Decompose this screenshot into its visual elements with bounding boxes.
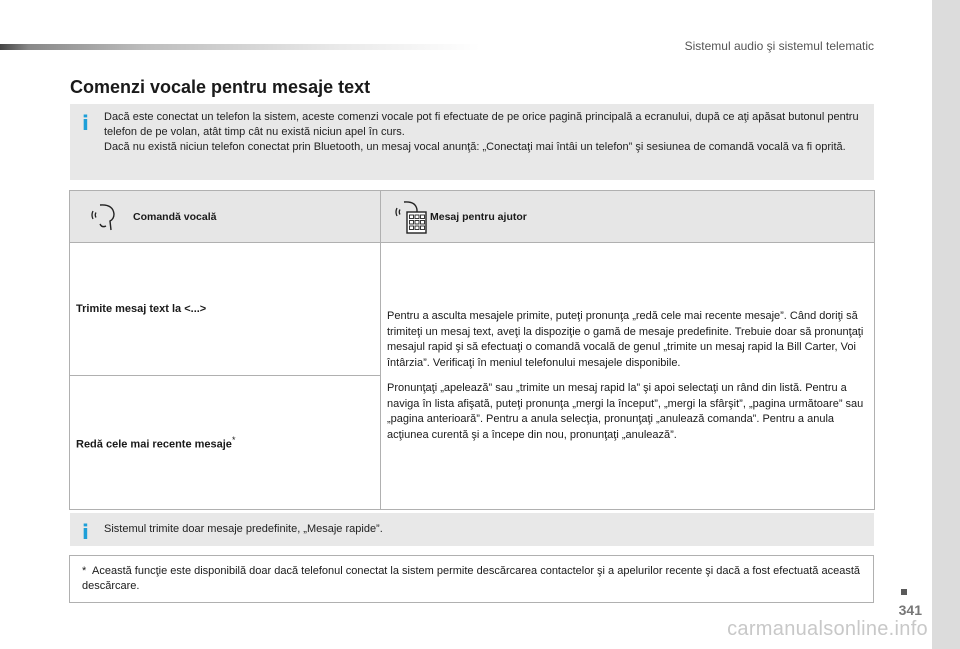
table-header-help [381, 191, 875, 243]
help-message-cell [381, 243, 875, 510]
table-header-help-label: Mesaj pentru ajutor [430, 210, 527, 223]
footnote [69, 555, 874, 603]
section-title: Sistemul audio şi sistemul telematic [684, 39, 874, 53]
voice-help-message-icon [394, 199, 428, 235]
help-paragraph: Pentru a asculta mesajele primite, puteţi pronunţa „redă cele mai recente mesaje”. Când doriţi să trimiteţi un mesaj text, aveţi la dispoziţie o gamă de mesaje predefinite. Trebuie doar să pronunţaţi mesajul rapid şi să efectuaţi o comandă vocală de genul „trimite un mesaj rapid la Bill Carter, Voi întârzia”. Verificaţi în meniul telefonului mesajele disponibile. [387, 310, 864, 369]
table-header-command-label: Comandă vocală [133, 210, 217, 223]
help-paragraph: Pronunţaţi „apelează” sau „trimite un mesaj rapid la” şi apoi selectaţi un rând din listă. Pentru a naviga în lista afişată, puteţi pronunţa „mergi la început”, „mergi la sfârşit”, „pagina următoare” sau „pagina anterioară”. Pentru a anula selecţia, pronunţaţi „anulează comanda”. Pentru a anula acţiunea curentă şi a începe din nou, pronunţaţi „anulează”. [387, 382, 864, 441]
side-strip [932, 0, 960, 649]
info-icon: i [82, 520, 89, 544]
command-label: Redă cele mai recente mesaje [76, 438, 232, 451]
info-text-line2: Dacă nu există niciun telefon conectat prin Bluetooth, un mesaj vocal anunţă: „Conectaţi mai întâi un telefon” şi sesiunea de comandă vocală va fi oprită. [104, 141, 846, 153]
table-row [70, 243, 875, 376]
table-header-command [70, 191, 381, 243]
page-number: 341 [898, 602, 922, 618]
voice-command-icon [89, 202, 119, 232]
command-cell-send-text [70, 243, 381, 376]
info-text-quick-messages: Sistemul trimite doar mesaje predefinite, „Mesaje rapide”. [104, 523, 383, 535]
page-marker [901, 589, 907, 595]
info-text-line1: Dacă este conectat un telefon la sistem, aceste comenzi vocale pot fi efectuate de pe orice pagină principală a ecranului, după ce aţi apăsat butonul pentru telefon de pe volan, atât timp cât nu există niciun apel în curs. [104, 111, 859, 138]
table-header-row [70, 191, 875, 243]
command-label: Trimite mesaj text la <...> [76, 303, 207, 315]
header-decorative-bar [0, 44, 480, 50]
footnote-mark: * [231, 434, 236, 445]
page-title: Comenzi vocale pentru mesaje text [70, 77, 371, 97]
command-cell-play-recent [70, 376, 381, 510]
voice-commands-table [69, 190, 875, 510]
footnote-mark: * [82, 565, 87, 577]
watermark: carmanualsonline.info [727, 618, 928, 640]
info-icon: i [82, 111, 89, 135]
info-box-bottom [70, 513, 874, 546]
footnote-text: Această funcţie este disponibilă doar dacă telefonul conectat la sistem permite descărcarea contactelor şi a apelurilor recente şi dacă a fost efectuată această descărcare. [82, 565, 860, 592]
info-box-top [70, 104, 874, 180]
